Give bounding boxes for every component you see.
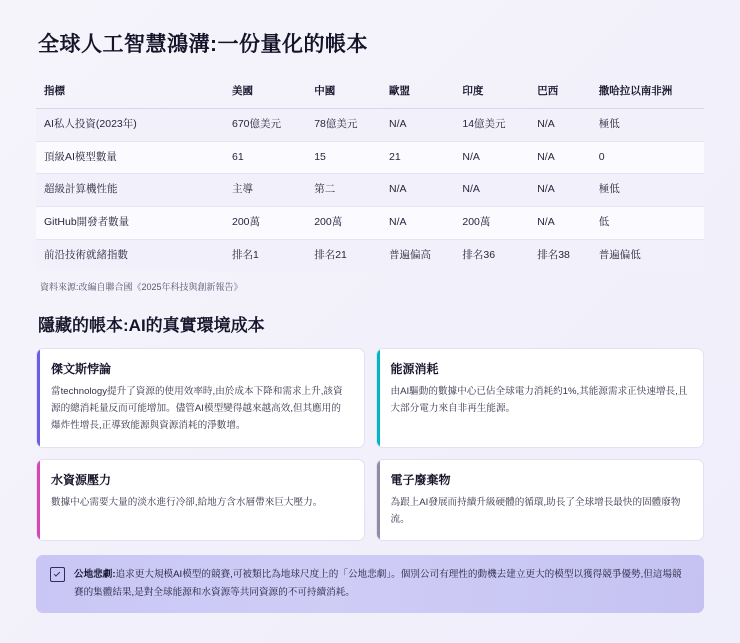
- column-header-china: 中國: [306, 76, 381, 109]
- cell-value: N/A: [454, 141, 529, 174]
- card-title: 水資源壓力: [51, 472, 112, 487]
- cell-value: 排名21: [314, 248, 347, 261]
- card-accent-bar: [377, 460, 380, 541]
- cell-value: 670億美元: [224, 109, 306, 142]
- cell-value: 15: [306, 141, 381, 174]
- page-title: 全球人工智慧鴻溝:一份量化的帳本: [38, 33, 368, 56]
- cost-cards-grid: [36, 348, 704, 541]
- callout-body: 追求更大規模AI模型的競賽,可被類比為地球尺度上的「公地悲劇」。個別公司有理性的動機去建立更大的模型以獲得競爭優勢,但這場競賽的集體結果,是對全球能源和水資源等共同資源的不可持續消耗。: [74, 569, 682, 598]
- cell-value: 200萬: [224, 207, 306, 240]
- table-row: [36, 239, 704, 271]
- cell-value: N/A: [381, 109, 454, 142]
- card-accent-bar: [37, 349, 40, 446]
- callout-label: 公地悲劇:: [74, 569, 116, 581]
- cell-value: 14億美元: [454, 109, 529, 142]
- card-energy-consumption: [376, 348, 705, 447]
- card-water-stress: [36, 459, 365, 542]
- card-title: 傑文斯悖論: [51, 362, 112, 377]
- column-header-india: 印度: [454, 76, 529, 109]
- cell-metric: 頂級AI模型數量: [36, 141, 224, 174]
- ai-divide-table: [36, 76, 704, 271]
- cell-metric: 前沿技術就緒指數: [44, 248, 128, 261]
- section-subtitle: 隱藏的帳本:AI的真實環境成本: [38, 316, 265, 336]
- cell-value: N/A: [381, 207, 454, 240]
- table-row: [36, 109, 704, 142]
- card-e-waste: [376, 459, 705, 542]
- cell-value: N/A: [381, 174, 454, 207]
- cell-value: 200萬: [306, 207, 381, 240]
- card-body: 為跟上AI發展而持續升級硬體的循環,助長了全球增長最快的固體廢物流。: [390, 496, 681, 525]
- cell-value: 200萬: [454, 207, 529, 240]
- card-title: 能源消耗: [390, 362, 439, 377]
- cell-value: 極低: [591, 174, 704, 207]
- column-header-eu: 歐盟: [381, 76, 454, 109]
- cell-value: N/A: [529, 174, 591, 207]
- cell-value: N/A: [454, 174, 529, 207]
- cell-value: 61: [224, 141, 306, 174]
- card-body: 由AI驅動的數據中心已佔全球電力消耗約1%,其能源需求正快速增長,且大部分電力來自非再生能源。: [390, 386, 688, 415]
- cell-value: N/A: [529, 207, 591, 240]
- cell-value: 普遍偏低: [598, 248, 641, 261]
- table-body: [36, 109, 704, 272]
- cell-value: 極低: [591, 109, 704, 142]
- source-note: 資料來源:改編自聯合國《2025年科技與創新報告》: [40, 282, 243, 293]
- callout-text: [74, 566, 690, 601]
- card-body: 數據中心需要大量的淡水進行冷卻,給地方含水層帶來巨大壓力。: [51, 496, 323, 508]
- table-header: [36, 76, 704, 109]
- cell-metric: 超級計算機性能: [36, 174, 224, 207]
- cell-value: 普遍偏高: [389, 248, 432, 261]
- card-accent-bar: [377, 349, 380, 446]
- cell-value: 主導: [224, 174, 306, 207]
- cell-value: 低: [591, 207, 704, 240]
- table-row: [36, 174, 704, 207]
- table-row: [36, 141, 704, 174]
- table-header-row: [36, 76, 704, 109]
- cell-value: 78億美元: [306, 109, 381, 142]
- cell-metric: AI私人投資(2023年): [36, 109, 224, 142]
- checkbox-icon: [50, 567, 65, 582]
- cell-metric: GitHub開發者數量: [36, 207, 224, 240]
- column-header-metric: 指標: [36, 76, 224, 109]
- cell-value: 第二: [306, 174, 381, 207]
- cell-value: N/A: [529, 109, 591, 142]
- cell-value: 排名38: [537, 248, 570, 261]
- card-accent-bar: [37, 460, 40, 541]
- tragedy-of-commons-callout: [36, 555, 704, 613]
- cell-value: 排名36: [462, 248, 496, 261]
- card-body: 當technology提升了資源的使用效率時,由於成本下降和需求上升,該資源的總消耗量反而可能增加。儘管AI模型變得越來越高效,但其應用的爆炸性增長,正導致能源與資源消耗的淨數增。: [51, 386, 343, 431]
- cell-value: N/A: [529, 141, 591, 174]
- column-header-brazil: 巴西: [529, 76, 591, 109]
- cell-value: 排名1: [232, 248, 259, 261]
- cell-value: 21: [381, 141, 454, 174]
- card-title: 電子廢棄物: [390, 472, 451, 487]
- table-row: [36, 207, 704, 240]
- card-jevons-paradox: [36, 348, 365, 447]
- cell-value: 0: [591, 141, 704, 174]
- column-header-subsaharan: 撒哈拉以南非洲: [591, 76, 704, 109]
- column-header-us: 美國: [224, 76, 306, 109]
- ai-divide-table-wrapper: [36, 76, 704, 271]
